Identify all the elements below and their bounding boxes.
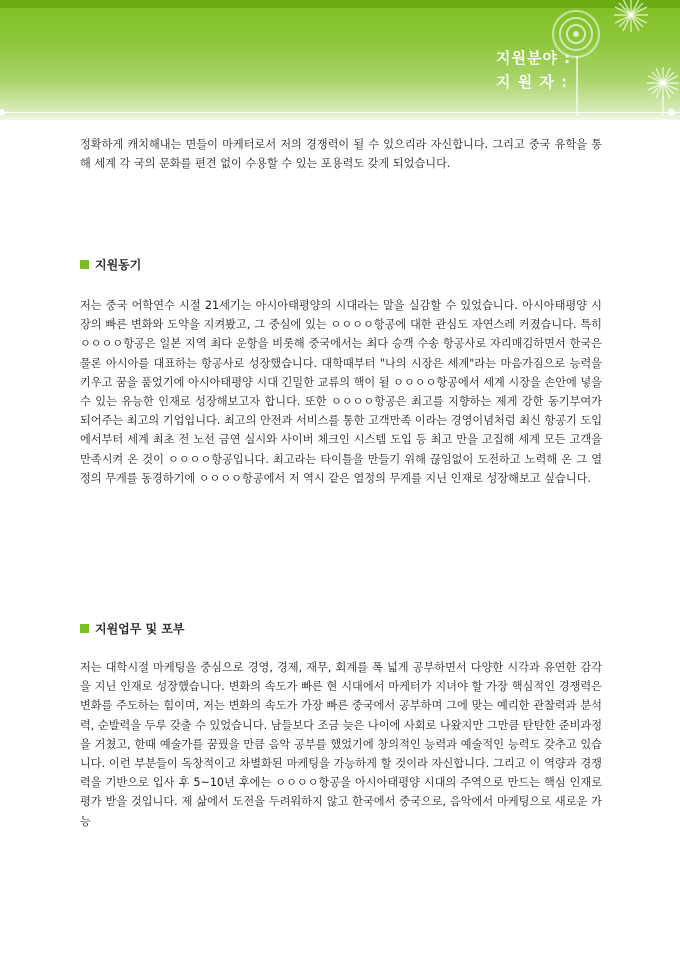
stem-line-icon: [574, 56, 580, 116]
section-title-motivation: [80, 256, 141, 273]
section-title-text: 지원업무 및 포부: [95, 622, 185, 636]
intro-block: [80, 135, 602, 173]
sunburst-flower-small-icon: [646, 66, 680, 100]
intro-paragraph: 정확하게 캐치해내는 면들이 마케터로서 저의 경쟁력이 될 수 있으리라 자신합니다. 그리고 중국 유학을 통해 세계 각 국의 문화를 편견 없이 수용할 수 있는 포용력도 갖게 되었습니다.: [80, 138, 602, 171]
applicant-label: 지 원 자 :: [496, 73, 569, 91]
section-title-aspiration: [80, 620, 185, 637]
aspiration-block: [80, 658, 602, 831]
section-bullet-icon: [80, 624, 89, 633]
motivation-paragraph: 저는 중국 어학연수 시절 21세기는 아시아태평양의 시대라는 말을 실감할 수 있었습니다. 아시아태평양 시장의 빠른 변화와 도약을 지켜봤고, 그 중심에 있는 ㅇㅇㅇㅇ항공에 대한 관심도 자연스레 커졌습니다. 특히 ㅇㅇㅇㅇ항공은 일본 지역 최다 운항을 비롯해 중국에서는 최다 승객 수송 항공사로 자리매김하면서 한국은 물론 아시아를 대표하는 항공사로 성장했습니다. 대학때부터 "나의 시장은 세계"라는 마음가짐으로 능력을 키우고 꿈을 품었기에 아시아태평양 시대 긴밀한 교류의 핵이 될 ㅇㅇㅇㅇ항공에서 세계 시장을 손안에 넣을 수 있는 유능한 인재로 성장해보고자 합니다. 또한 ㅇㅇㅇㅇ항공은 최고를 지향하는 제게 강한 동기부여가 되어주는 최고의 기업입니다. 최고의 안전과 서비스를 통한 고객만족 이라는 경영이념처럼 최신 항공기 도입에서부터 세계 최초 전 노선 금연 실시와 사이버 체크인 시스템 도입 등 최고 만을 고집해 세계 모든 고객을 만족시켜 온 것이 ㅇㅇㅇㅇ항공입니다. 최고라는 타이틀을 만들기 위해 끊임없이 도전하고 노력해 온 그 열정의 무게를 동경하기에 ㅇㅇㅇㅇ항공에서 저 역시 같은 열정의 무게를 지닌 인재로 성장해보고 싶습니다.: [80, 299, 602, 485]
header-left-dot: [0, 109, 5, 116]
aspiration-paragraph: 저는 대학시절 마케팅을 중심으로 경영, 경제, 재무, 회계를 폭 넓게 공부하면서 다양한 시각과 유연한 감각을 지닌 인재로 성장했습니다. 변화의 속도가 빠른 현 시대에서 마케터가 지녀야 할 가장 핵심적인 경쟁력은 변화를 주도하는 힘이며, 저는 변화의 속도가 가장 빠른 중국에서 공부하며 그에 맞는 예리한 관찰력과 분석력, 순발력을 두루 갖출 수 있었습니다. 남들보다 조금 늦은 나이에 사회로 나왔지만 그만큼 탄탄한 준비과정을 거쳤고, 한때 예술가를 꿈꿨을 만큼 음악 공부를 했었기에 창의적인 능력과 예술적인 능력도 갖추고 있습니다. 이런 부분들이 독창적이고 차별화된 마케팅을 가능하게 할 것이라 자신합니다. 그리고 이 역량과 경쟁력을 기반으로 입사 후 5~10년 후에는 ㅇㅇㅇㅇ항공을 아시아태평양 시대의 주역으로 만드는 핵심 인재로 평가 받을 것입니다. 제 삶에서 도전을 두려워하지 않고 한국에서 중국으로, 음악에서 마케팅으로 새로운 가능: [80, 661, 602, 828]
field-label: 지원분야 :: [496, 49, 572, 67]
section-bullet-icon: [80, 260, 89, 269]
section-title-text: 지원동기: [95, 258, 142, 272]
motivation-block: [80, 296, 602, 488]
header-right-dot: [668, 109, 675, 116]
page-header: [0, 0, 680, 120]
sunburst-flower-icon: [612, 0, 650, 34]
stem-line-right-icon: [660, 96, 666, 116]
